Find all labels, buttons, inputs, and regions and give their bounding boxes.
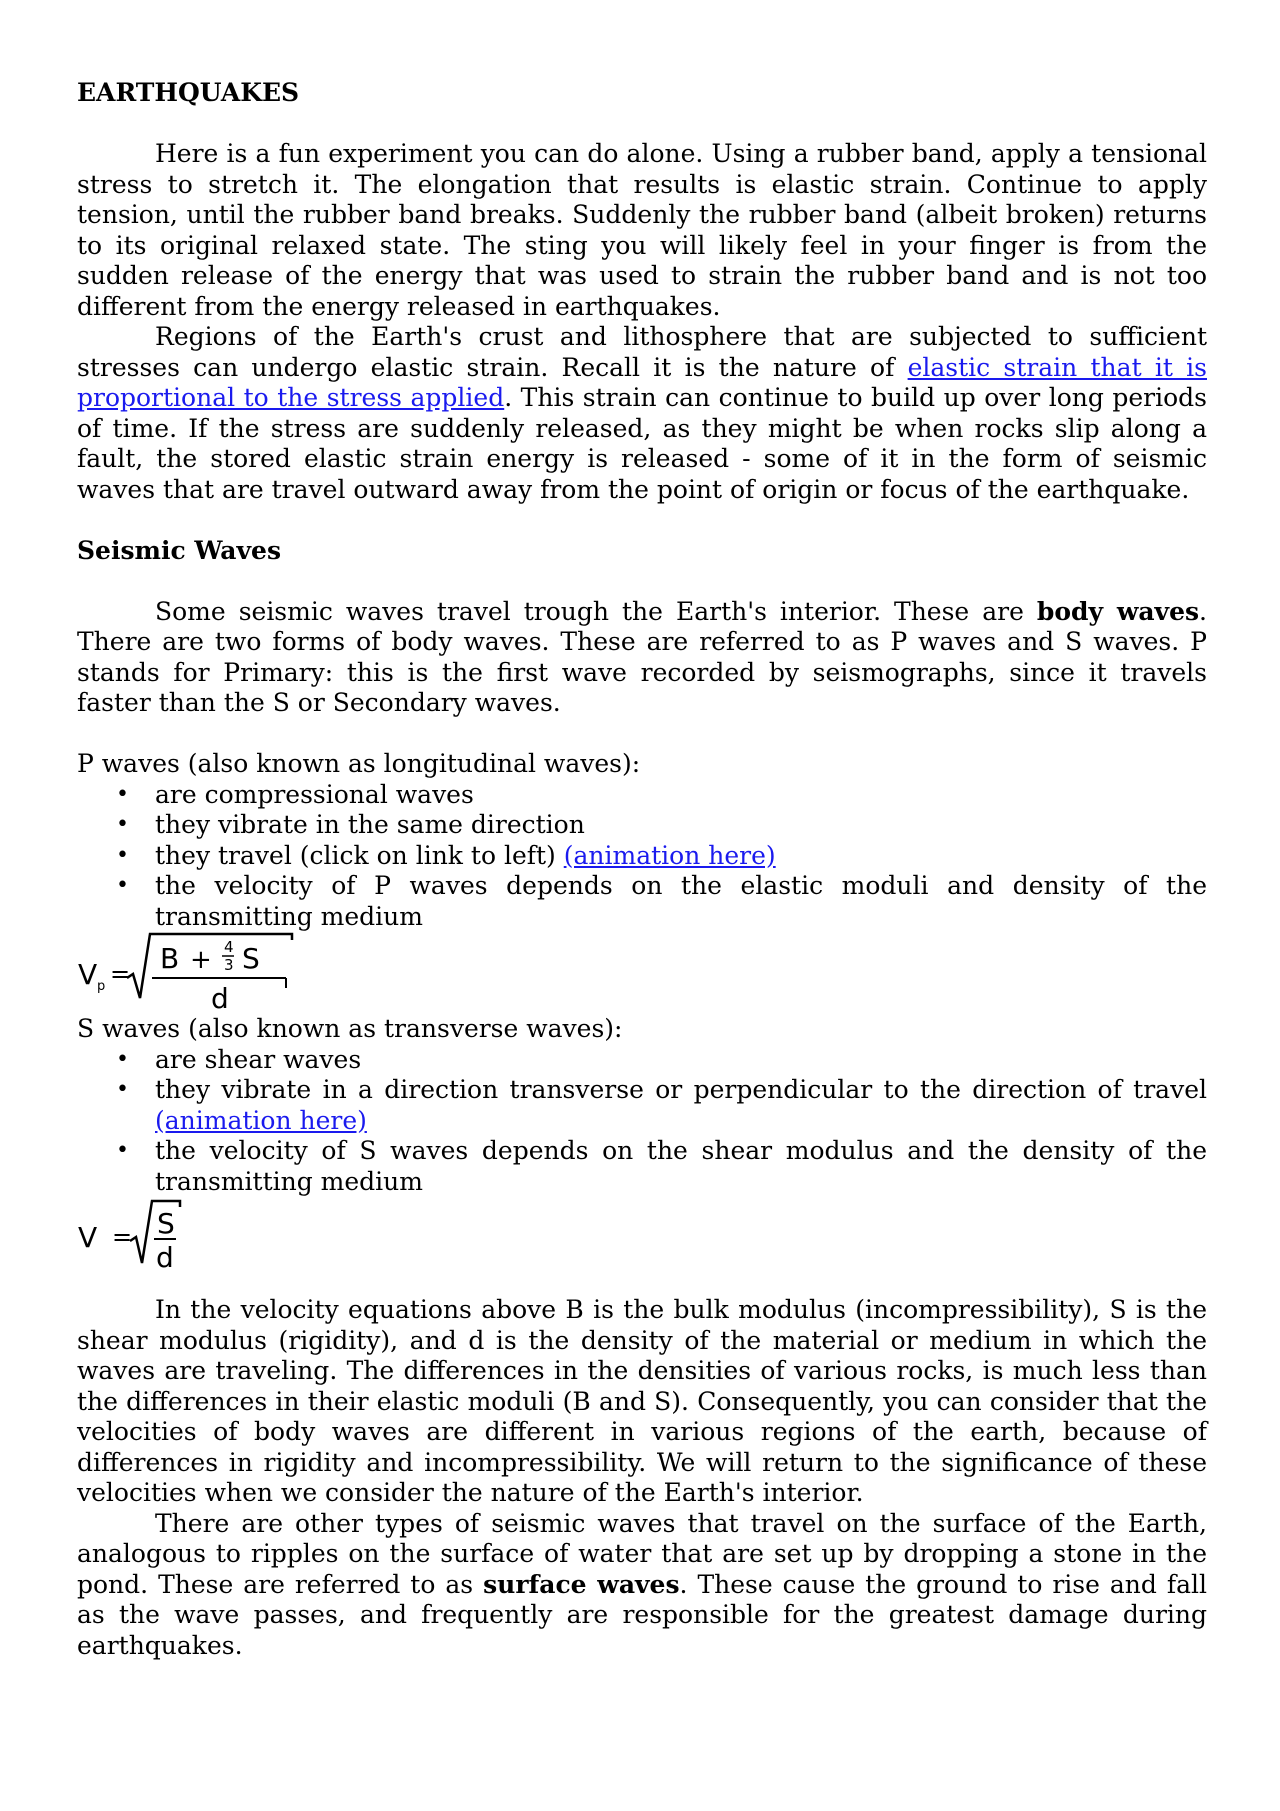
formula-equals: = [112, 1223, 133, 1251]
document-page [77, 78, 1207, 1661]
list-item: • they vibrate in a direction transverse or perpendicular to the direction of travel (animation here) [155, 1075, 1207, 1136]
fraction-numerator: 4 [224, 938, 234, 956]
formula-plus: + [190, 945, 212, 975]
s-wave-animation-link[interactable]: (animation here) [155, 1105, 367, 1135]
page-title: EARTHQUAKES [77, 78, 300, 107]
formula-lhs: V [78, 958, 98, 991]
surface-waves-term: surface waves [483, 1569, 680, 1599]
formula-numerator-s: S [242, 942, 260, 975]
p-wave-velocity-formula [78, 932, 298, 1014]
formula-denominator: d [156, 1241, 174, 1274]
formula-numerator-b: B [160, 942, 180, 975]
seismic-paragraph: Some seismic waves travel trough the Earth's interior. These are body waves. There are two forms of body waves. These are referred to as P waves and S waves. P stands for Primary: this is the first wave recorded by seismographs, since it travels faster than the S or Secondary waves. [77, 596, 1207, 717]
s-waves-list [77, 1045, 1207, 1198]
velocity-explanation-paragraph: In the velocity equations above B is the bulk modulus (incompressibility), S is the shear modulus (rigidity), and d is the density of the material or medium in which the waves are traveling. The differences in the densities of various rocks, is much less than the differences in their elastic moduli (B and S). Consequently, you can consider that the velocities of body waves are different in various regions of the earth, because of differences in rigidity and incompressibility. We will return to the significance of these velocities when we consider the nature of the Earth's interior. [77, 1295, 1207, 1507]
elastic-strain-link[interactable]: elastic strain that it is proportional to the stress applied [77, 352, 1207, 412]
list-item: • are shear waves [155, 1045, 1207, 1076]
section-heading-seismic-waves: Seismic Waves [77, 535, 282, 565]
formula-denominator: d [211, 982, 229, 1014]
p-wave-animation-link[interactable]: (animation here) [563, 840, 776, 870]
s-waves-intro: S waves (also known as transverse waves): [77, 1014, 623, 1043]
intro-paragraph-1: Here is a fun experiment you can do alone. Using a rubber band, apply a tensional stress to stretch it. The elongation that results is elastic strain. Continue to apply tension, until the rubber band breaks. Suddenly the rubber band (albeit broken) returns to its original relaxed state. The sting you will likely feel in your finger is from the sudden release of the energy that was used to strain the rubber band and is not too different from the energy released in earthquakes. [77, 139, 1207, 321]
list-item: • the velocity of P waves depends on the elastic moduli and density of the transmitting medium [155, 871, 1207, 932]
intro-paragraph-2: Regions of the Earth's crust and lithosphere that are subjected to sufficient stresses can undergo elastic strain. Recall it is the nature of elastic strain that it is proportional to the stress applied. This strain can continue to build up over long periods of time. If the stress are suddenly released, as they might be when rocks slip along a fault, the stored elastic strain energy is released - some of it in the form of seismic waves that are travel outward away from the point of origin or focus of the earthquake. [77, 322, 1208, 504]
s-wave-velocity-formula [78, 1197, 218, 1275]
formula-subscript: p [97, 979, 106, 994]
formula-equals: = [110, 960, 131, 988]
list-item: • they travel (click on link to left) (animation here) [155, 841, 1207, 872]
p-waves-list [77, 780, 1207, 933]
list-item: • are compressional waves [155, 780, 1207, 811]
formula-lhs: V [78, 1221, 98, 1254]
p-waves-intro: P waves (also known as longitudinal waves): [77, 749, 641, 778]
formula-numerator: S [157, 1207, 175, 1240]
list-item: • the velocity of S waves depends on the shear modulus and the density of the transmitting medium [155, 1136, 1207, 1197]
list-item: • they vibrate in the same direction [155, 810, 1207, 841]
surface-waves-paragraph: There are other types of seismic waves that travel on the surface of the Earth, analogous to ripples on the surface of water that are set up by dropping a stone in the pond. These are referred to as surface waves. These cause the ground to rise and fall as the wave passes, and frequently are responsible for the greatest damage during earthquakes. [77, 1508, 1208, 1660]
fraction-denominator: 3 [224, 956, 234, 974]
body-waves-term: body waves [1036, 596, 1200, 626]
